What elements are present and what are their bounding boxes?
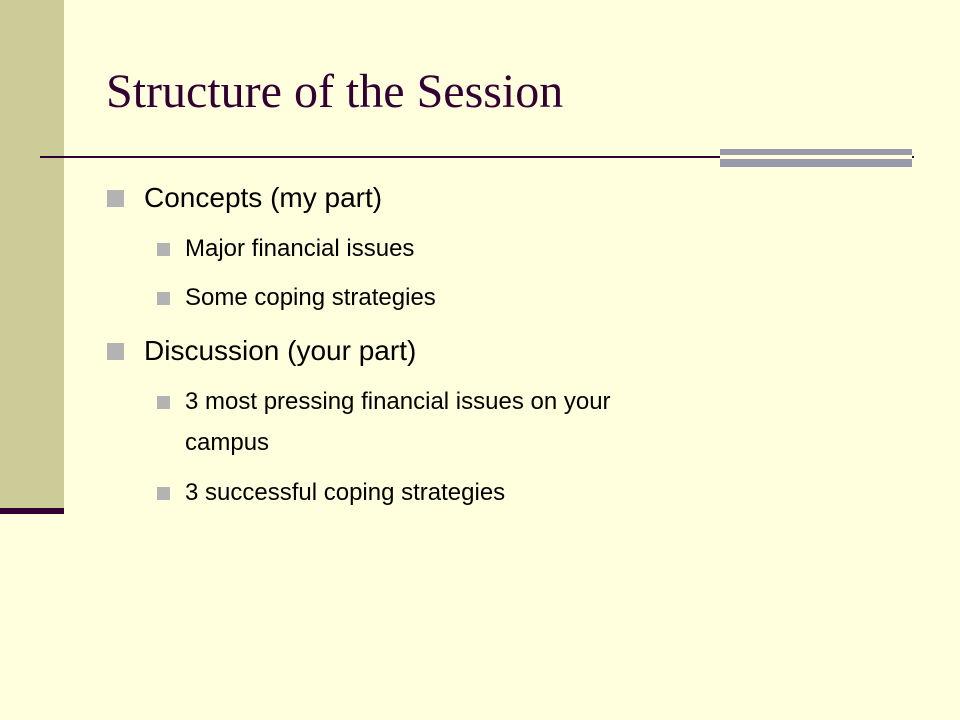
square-bullet-icon <box>157 487 170 500</box>
bullet-text: campus <box>185 429 270 456</box>
slide-title: Structure of the Session <box>106 65 564 118</box>
sub-bullet-item-successful-strategies <box>185 478 505 508</box>
bullet-item-discussion <box>144 334 416 368</box>
square-bullet-icon <box>157 292 170 305</box>
bullet-text: Some coping strategies <box>185 284 436 311</box>
bullet-text: Discussion (your part) <box>144 335 417 366</box>
bullet-text: 3 successful coping strategies <box>185 479 506 506</box>
sub-bullet-item-major-issues <box>185 234 414 264</box>
bullet-item-concepts <box>144 181 382 215</box>
bullet-text: Major financial issues <box>185 235 415 262</box>
sub-bullet-item-coping-strategies <box>185 283 436 313</box>
square-bullet-icon <box>107 190 124 207</box>
bullet-text: 3 most pressing financial issues on your <box>185 388 611 415</box>
sidebar-accent-bar <box>0 0 64 511</box>
square-bullet-icon <box>107 343 124 360</box>
title-divider-accent <box>720 149 912 167</box>
sub-bullet-item-pressing-issues-continued <box>185 428 269 458</box>
square-bullet-icon <box>157 243 170 256</box>
square-bullet-icon <box>157 396 170 409</box>
sidebar-accent-bar-foot <box>0 508 64 514</box>
sub-bullet-item-pressing-issues <box>185 387 611 417</box>
bullet-text: Concepts (my part) <box>144 182 383 213</box>
